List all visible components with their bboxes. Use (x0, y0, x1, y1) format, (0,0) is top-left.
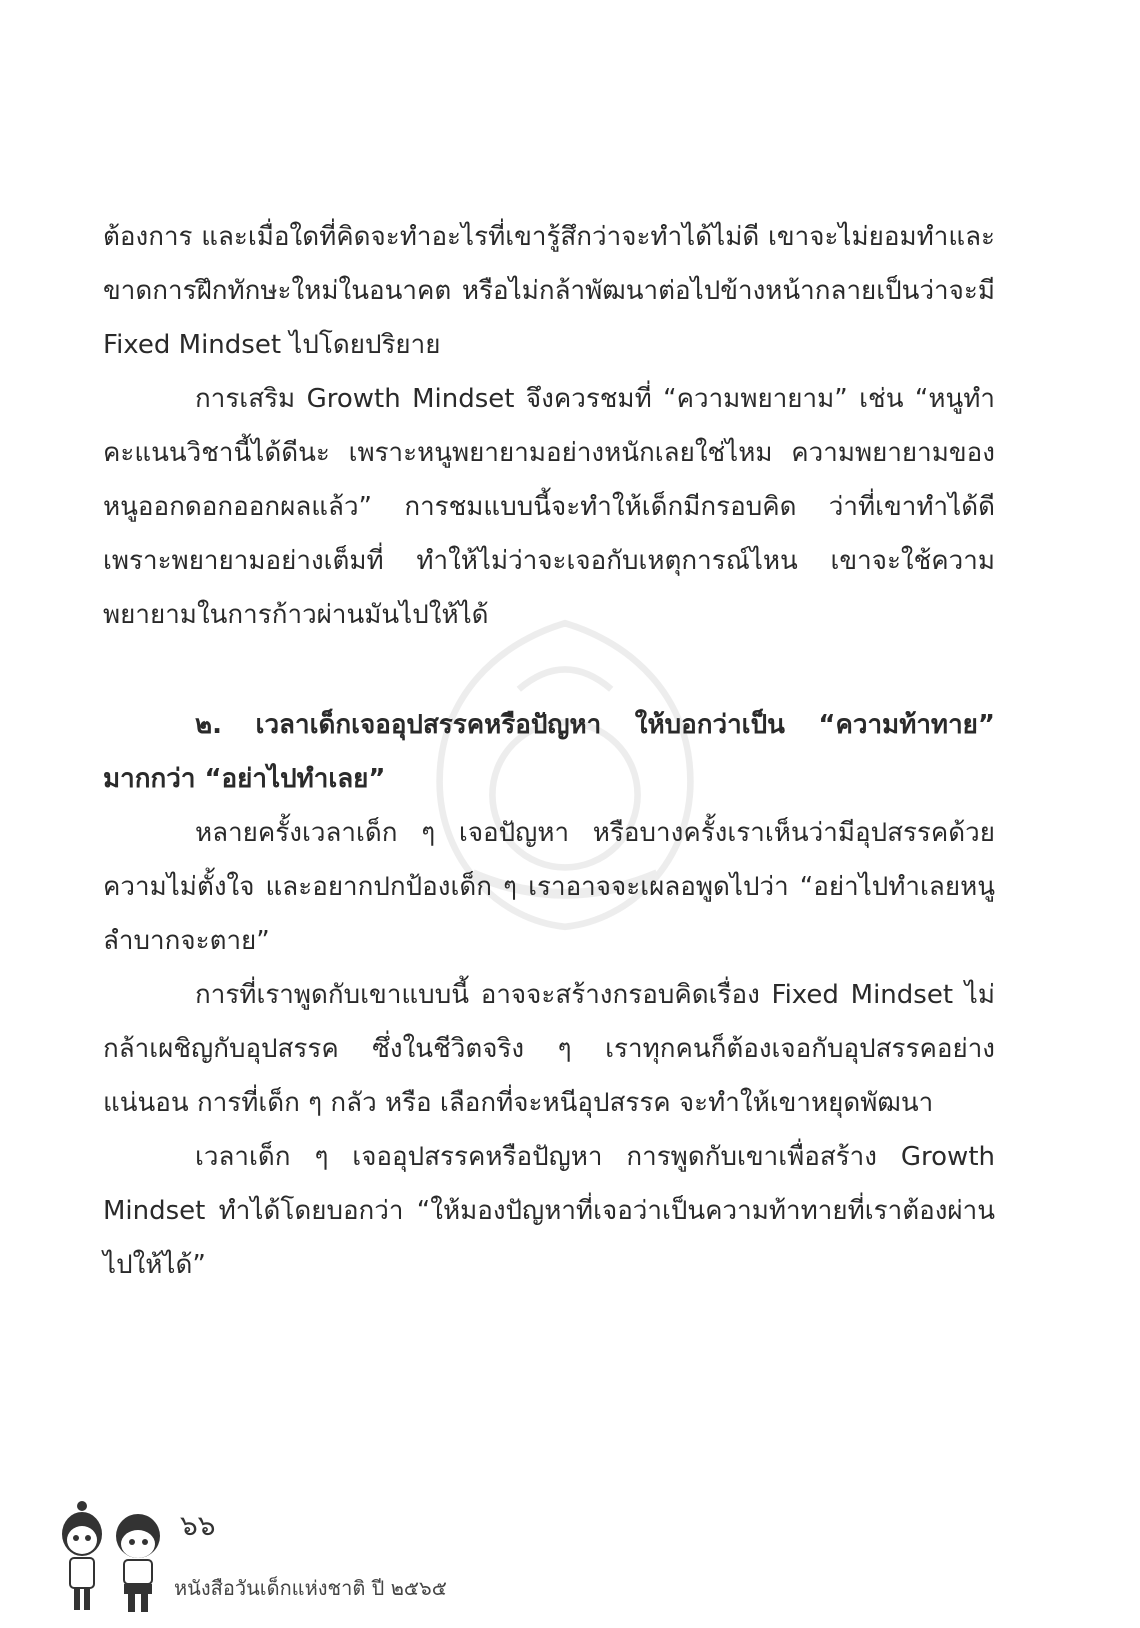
page-footer (60, 1500, 660, 1620)
paragraph: หลายครั้งเวลาเด็ก ๆ เจอปัญหา หรือบางครั้งเราเห็นว่ามีอุปสรรคด้วยความไม่ตั้งใจ และอยากปกป้องเด็ก ๆ เราอาจจะเผลอพูดไปว่า “อย่าไปทำเลยหนู ลำบากจะตาย” (103, 818, 995, 956)
page-content (103, 210, 995, 1292)
paragraph: ต้องการ และเมื่อใดที่คิดจะทำอะไรที่เขารู้สึกว่าจะทำได้ไม่ดี เขาจะไม่ยอมทำและขาดการฝึกทักษะใหม่ในอนาคต หรือไม่กล้าพัฒนาต่อไปข้างหน้ากลายเป็นว่าจะมี Fixed Mindset ไปโดยปริยาย (103, 222, 995, 360)
paragraph: การที่เราพูดกับเขาแบบนี้ อาจจะสร้างกรอบคิดเรื่อง Fixed Mindset ไม่กล้าเผชิญกับอุปสรรค ซึ่งในชีวิตจริง ๆ เราทุกคนก็ต้องเจอกับอุปสรรคอย่างแน่นอน การที่เด็ก ๆ กลัว หรือ เลือกที่จะหนีอุปสรรค จะทำให้เขาหยุดพัฒนา (103, 980, 995, 1118)
paragraph: การเสริม Growth Mindset จึงควรชมที่ “ความพยายาม” เช่น “หนูทำคะแนนวิชานี้ได้ดีนะ เพราะหนูพยายามอย่างหนักเลยใช่ไหม ความพยายามของหนูออกดอกออกผลแล้ว” การชมแบบนี้จะทำให้เด็กมีกรอบคิด ว่าที่เขาทำได้ดีเพราะพยายามอย่างเต็มที่ ทำให้ไม่ว่าจะเจอกับเหตุการณ์ไหน เขาจะใช้ความพยายามในการก้าวผ่านมันไปให้ได้ (103, 384, 995, 630)
page-number: ๖๖ (180, 1509, 216, 1542)
book-title: หนังสือวันเด็กแห่งชาติ ปี ๒๕๖๕ (174, 1576, 447, 1600)
paragraph: เวลาเด็ก ๆ เจออุปสรรคหรือปัญหา การพูดกับเขาเพื่อสร้าง Growth Mindset ทำได้โดยบอกว่า “ให้มองปัญหาที่เจอว่าเป็นความท้าทายที่เราต้องผ่านไปให้ได้” (103, 1142, 995, 1280)
children-mascot-icon (60, 1500, 180, 1620)
section-heading: ๒. เวลาเด็กเจออุปสรรคหรือปัญหา ให้บอกว่าเป็น “ความท้าทาย” มากกว่า “อย่าไปทำเลย” (103, 710, 995, 794)
